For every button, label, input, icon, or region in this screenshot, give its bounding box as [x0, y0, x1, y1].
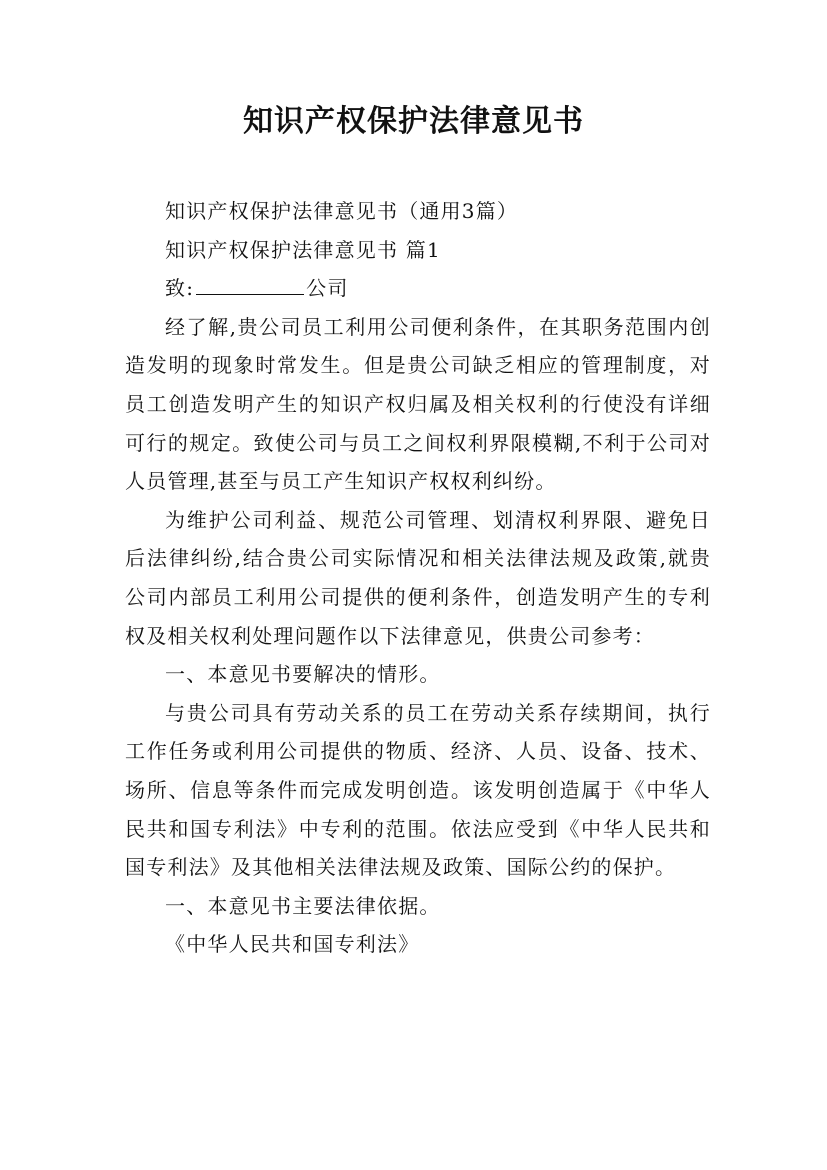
document-title: 知识产权保护法律意见书: [243, 104, 584, 139]
paragraph-situation: 与贵公司具有劳动关系的员工在劳动关系存续期间，执行工作任务或利用公司提供的物质、经济、人员、设备、技术、场所、信息等条件而完成发明创造。该发明创造属于《中华人民共和国专利法》中专利的范围。依法应受到《中华人民共和国专利法》及其他相关法律法规及政策、国际公约的保护。: [125, 700, 711, 880]
heading-legal-basis: 一、本意见书主要法律依据。: [165, 893, 441, 918]
document-subtitle: 知识产权保护法律意见书（通用3篇）: [165, 199, 519, 223]
addressee-line: [125, 269, 711, 308]
addressee-blank: [196, 274, 304, 295]
paragraph-patent-law: 《中华人民共和国专利法》: [165, 932, 420, 957]
paragraph-purpose: 为维护公司利益、规范公司管理、划清权利界限、避免日后法律纠纷,结合贵公司实际情况和相关法律法规及政策,就贵公司内部员工利用公司提供的便利条件，创造发明产生的专利权及相关权利处理问题作以下法律意见，供贵公司参考：: [125, 507, 711, 648]
addressee-prefix: 致:: [165, 276, 195, 301]
addressee-suffix: 公司: [306, 276, 349, 301]
paragraph-background: 经了解,贵公司员工利用公司便利条件，在其职务范围内创造发明的现象时常发生。但是贵公司缺乏相应的管理制度，对员工创造发明产生的知识产权归属及相关权利的行使没有详细可行的规定。致使公司与员工之间权利界限模糊,不利于公司对人员管理,甚至与员工产生知识产权权利纠纷。: [125, 314, 711, 494]
document-body: [125, 192, 711, 964]
heading-situation: 一、本意见书要解决的情形。: [165, 662, 441, 687]
section-heading: 知识产权保护法律意见书 篇1: [165, 237, 441, 262]
